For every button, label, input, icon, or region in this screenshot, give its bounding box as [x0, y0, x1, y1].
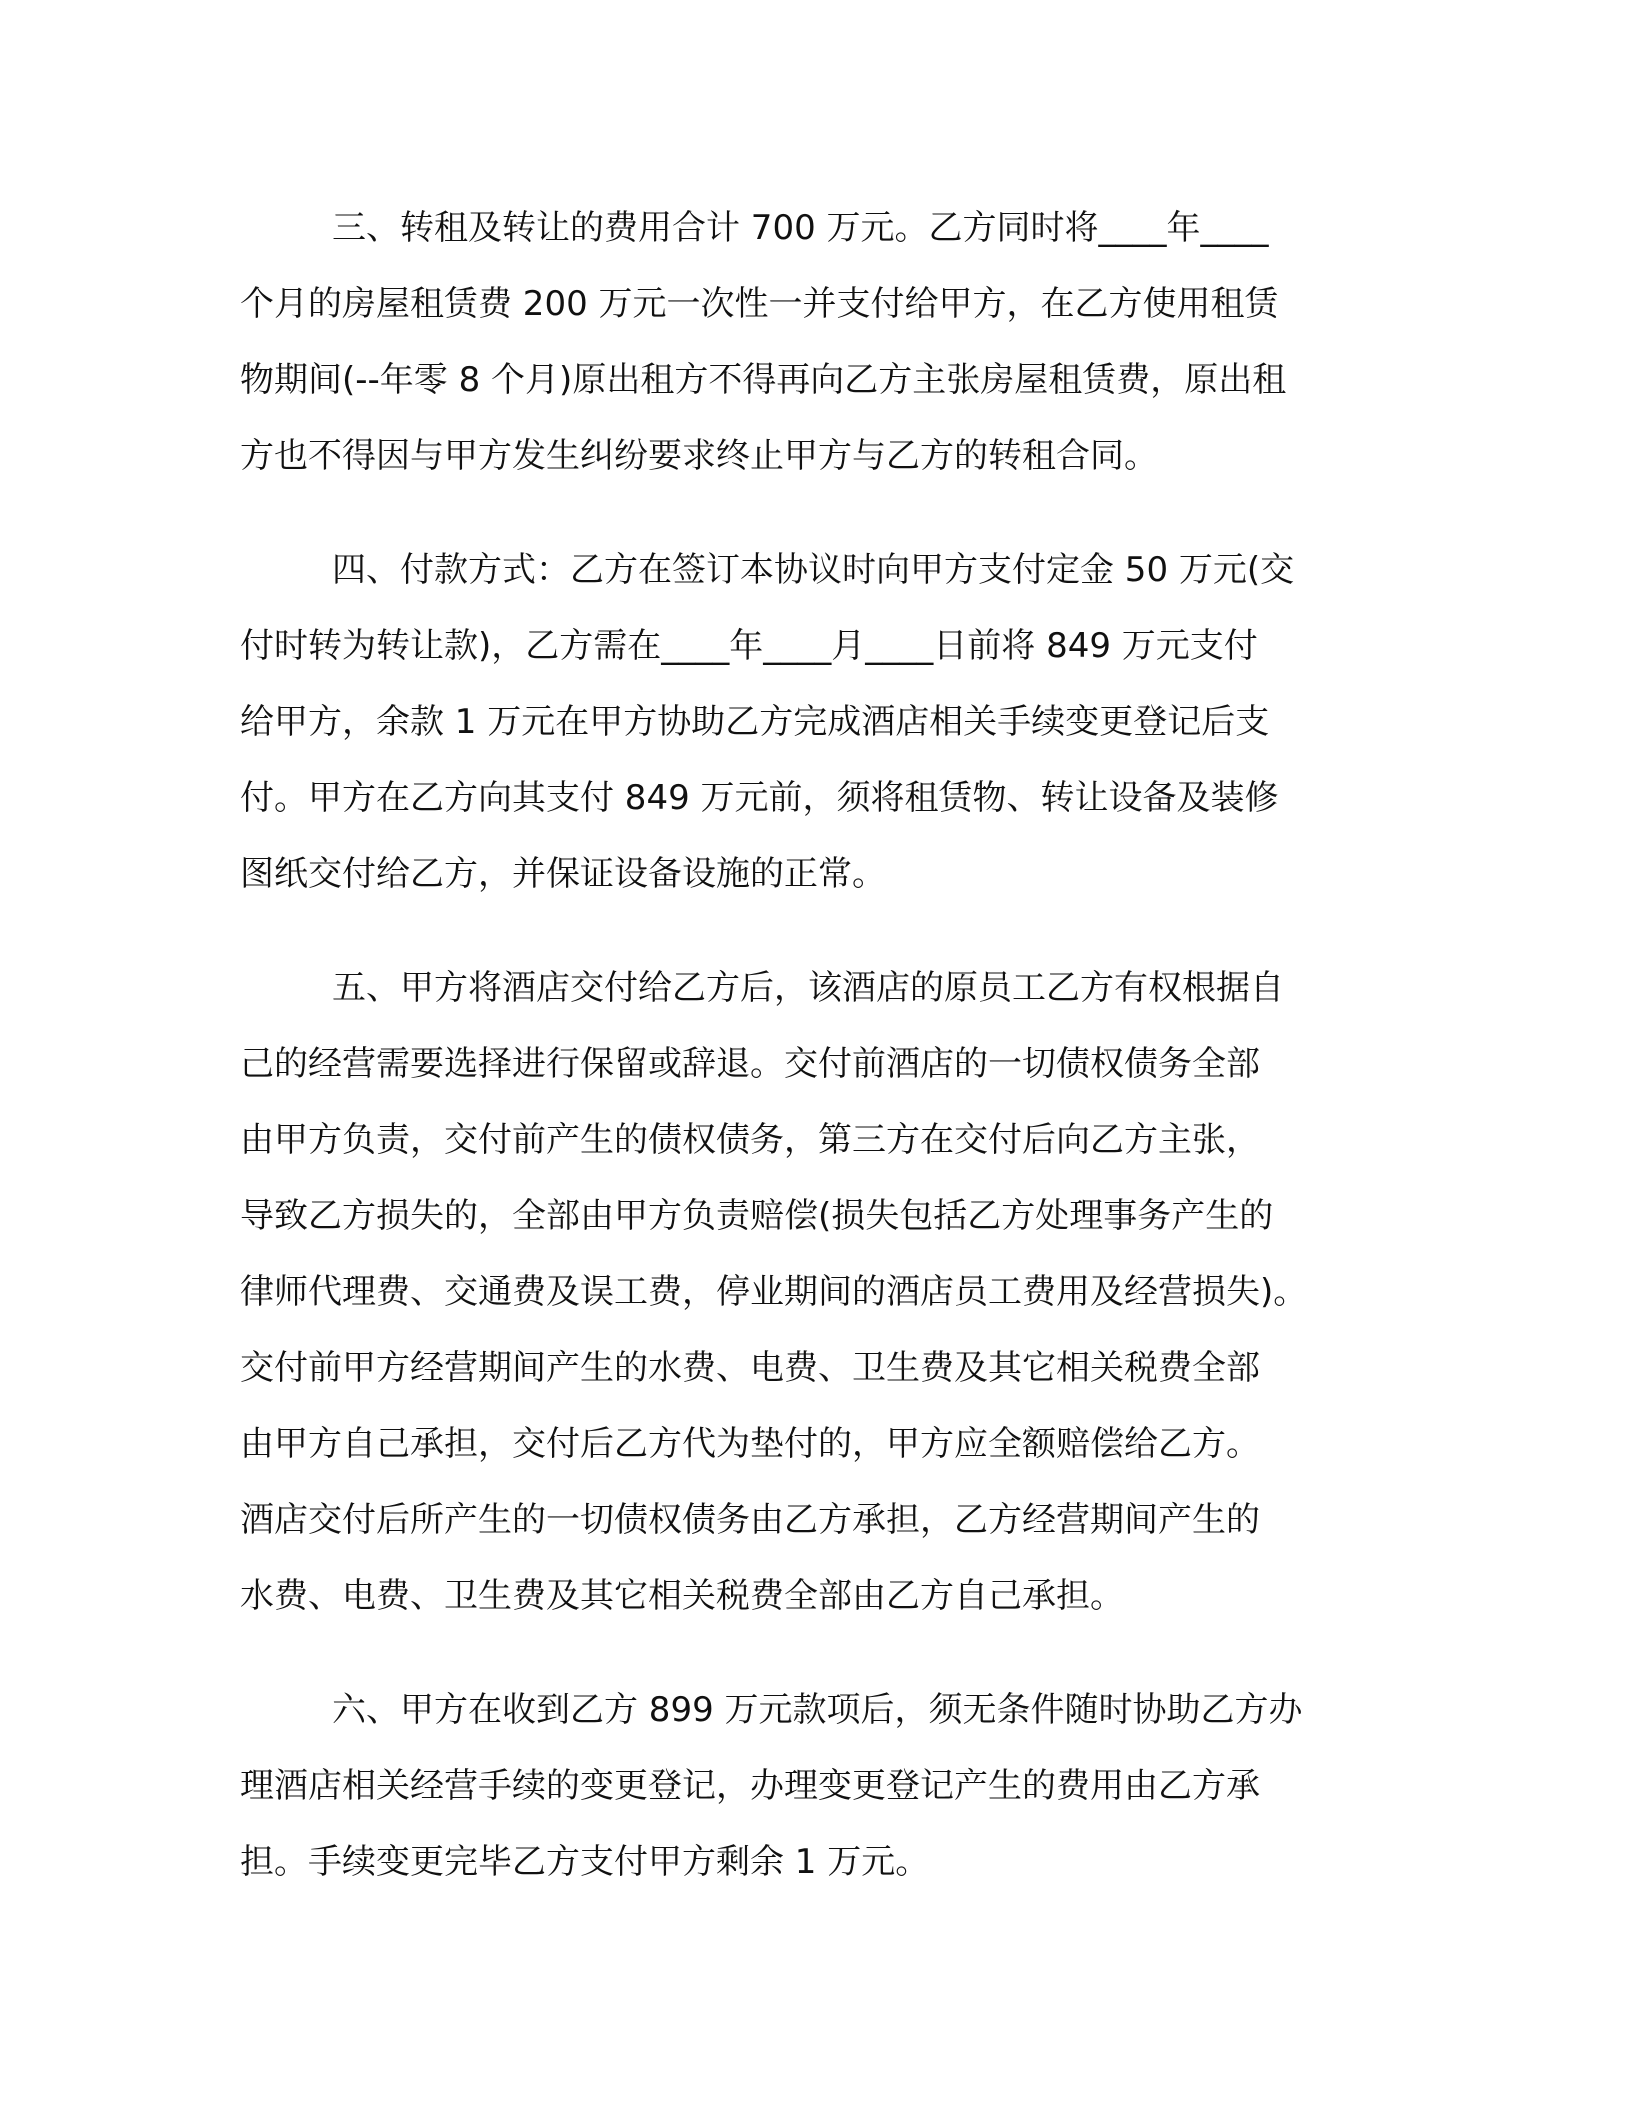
text-line: 付。甲方在乙方向其支付 849 万元前，须将租赁物、转让设备及装修: [240, 778, 1279, 818]
text-line: 六、甲方在收到乙方 899 万元款项后，须无条件随时协助乙方办: [332, 1690, 1303, 1730]
clause-six: [240, 1672, 1400, 1900]
text-line: 物期间(--年零 8 个月)原出租方不得再向乙方主张房屋租赁费，原出租: [240, 360, 1287, 400]
text-line: 理酒店相关经营手续的变更登记，办理变更登记产生的费用由乙方承: [240, 1766, 1260, 1806]
clause-three: [240, 190, 1400, 494]
text-line: 交付前甲方经营期间产生的水费、电费、卫生费及其它相关税费全部: [240, 1348, 1260, 1388]
text-line: 付时转为转让款)，乙方需在____年____月____日前将 849 万元支付: [240, 626, 1258, 666]
text-line: 担。手续变更完毕乙方支付甲方剩余 1 万元。: [240, 1842, 930, 1882]
text-line: 己的经营需要选择进行保留或辞退。交付前酒店的一切债权债务全部: [240, 1044, 1260, 1084]
text-line: 导致乙方损失的，全部由甲方负责赔偿(损失包括乙方处理事务产生的: [240, 1196, 1274, 1236]
text-line: 由甲方负责，交付前产生的债权债务，第三方在交付后向乙方主张，: [240, 1120, 1260, 1160]
document-body: [240, 190, 1400, 1938]
text-line: 由甲方自己承担，交付后乙方代为垫付的，甲方应全额赔偿给乙方。: [240, 1424, 1260, 1464]
text-line: 酒店交付后所产生的一切债权债务由乙方承担，乙方经营期间产生的: [240, 1500, 1260, 1540]
text-line: 三、转租及转让的费用合计 700 万元。乙方同时将____年____: [332, 208, 1269, 248]
text-line: 四、付款方式：乙方在签订本协议时向甲方支付定金 50 万元(交: [332, 550, 1295, 590]
text-line: 图纸交付给乙方，并保证设备设施的正常。: [240, 854, 886, 894]
text-line: 个月的房屋租赁费 200 万元一次性一并支付给甲方，在乙方使用租赁: [240, 284, 1279, 324]
text-line: 律师代理费、交通费及误工费，停业期间的酒店员工费用及经营损失)。: [240, 1272, 1308, 1312]
text-line: 给甲方，余款 1 万元在甲方协助乙方完成酒店相关手续变更登记后支: [240, 702, 1270, 742]
clause-four: [240, 532, 1400, 912]
text-line: 方也不得因与甲方发生纠纷要求终止甲方与乙方的转租合同。: [240, 436, 1158, 476]
text-line: 五、甲方将酒店交付给乙方后，该酒店的原员工乙方有权根据自: [332, 968, 1284, 1008]
text-line: 水费、电费、卫生费及其它相关税费全部由乙方自己承担。: [240, 1576, 1124, 1616]
clause-five: [240, 950, 1400, 1634]
